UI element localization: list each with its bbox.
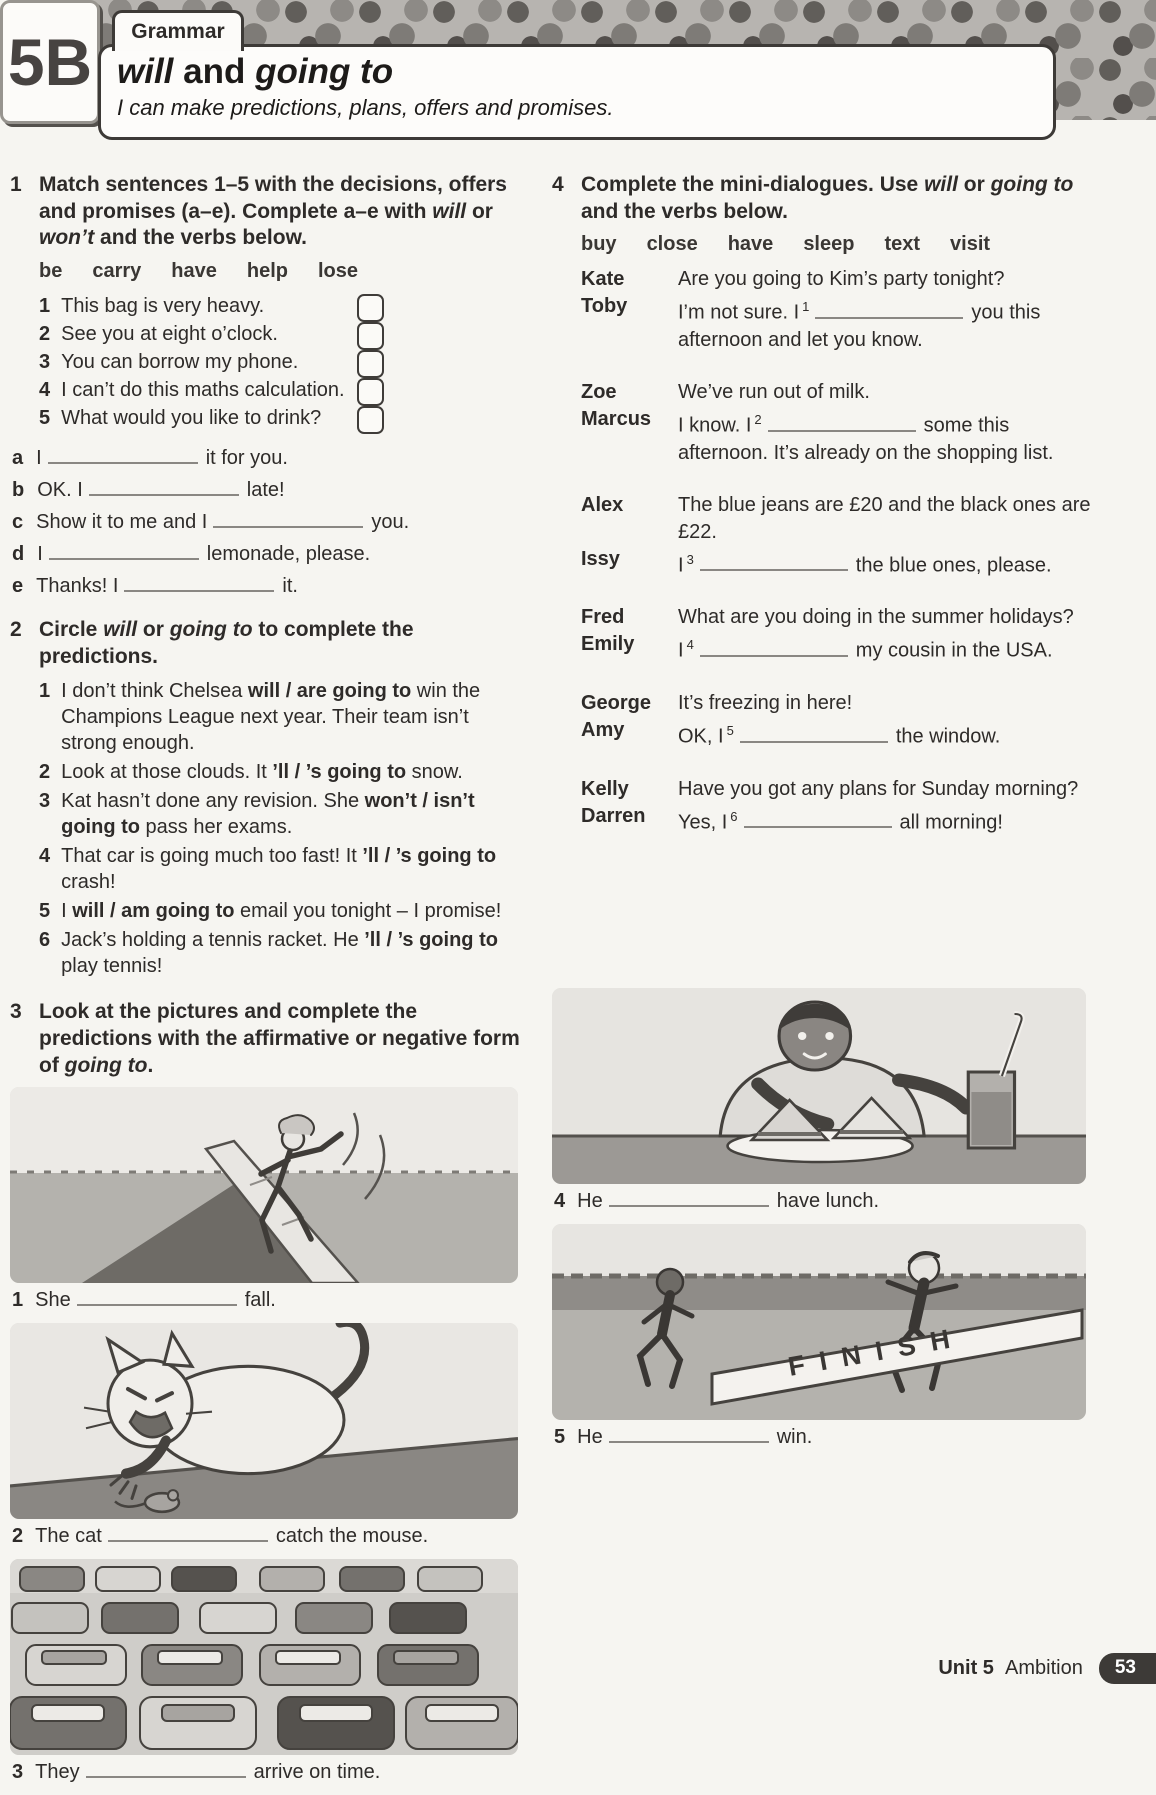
choice-options: ’ll / ’s going to	[364, 929, 498, 952]
illustration-race-finish	[552, 1224, 1086, 1420]
exercise3-instructions: Look at the pictures and complete the predictions with the affirmative or negative form of going to.	[39, 1000, 520, 1077]
answer-box	[357, 406, 384, 434]
fill-blank	[609, 1427, 769, 1443]
dialogue-line: OK, I $^5$ the window.	[678, 722, 1001, 748]
can-do-statement: I can make predictions, plans, offers and promises.	[117, 94, 614, 120]
exercise4-instructions: Complete the mini-dialogues. Use will or going to and the verbs below.	[581, 173, 1074, 223]
word-bank-item: sleep	[803, 233, 855, 256]
fill-blank	[815, 303, 963, 319]
picture-traffic-jam	[10, 1559, 518, 1755]
picture-caption: 3 They arrive on time.	[12, 1761, 381, 1784]
fill-blank	[49, 544, 199, 560]
exercise4-word-bank	[581, 233, 1102, 256]
list-item: 2 Look at those clouds. It ’ll / ’s going to snow.	[39, 761, 463, 784]
speaker-name: Darren	[581, 804, 646, 827]
word-bank-item: have	[171, 259, 217, 282]
exercise1-header	[10, 172, 526, 252]
section-tab: Grammar	[112, 10, 244, 51]
exercise-1	[10, 172, 526, 599]
picture-caption: 1 She fall.	[12, 1289, 276, 1312]
fill-blank	[124, 576, 274, 592]
exercise4-header	[552, 172, 1102, 225]
exercise3-header	[10, 999, 526, 1079]
choice-options: won’t / isn’t going to	[61, 790, 475, 839]
answer-box	[357, 322, 384, 350]
illustration-boy-lunch	[552, 988, 1086, 1184]
fill-blank	[108, 1526, 268, 1542]
dialogue	[581, 492, 1102, 580]
gap-number: 6	[730, 808, 738, 824]
exercise4-dialogues	[581, 266, 1102, 836]
list-item: e Thanks! I it.	[12, 574, 298, 597]
list-item: 1 This bag is very heavy.	[39, 293, 526, 321]
word-bank-item: text	[884, 233, 921, 256]
picture-cat-mouse	[10, 1323, 518, 1519]
word-bank-item: carry	[92, 259, 142, 282]
list-item: 3 Kat hasn’t done any revision. She won’t / isn’t going to pass her exams.	[39, 790, 475, 839]
speaker-name: George	[581, 691, 652, 714]
exercise1-answers	[12, 445, 526, 599]
fill-blank	[744, 812, 892, 828]
list-item: 3 You can borrow my phone.	[39, 349, 526, 377]
dialogue-line: Are you going to Kim’s party tonight?	[678, 268, 1005, 291]
exercise-2	[10, 617, 526, 979]
word-bank-item: be	[39, 259, 63, 282]
left-column	[10, 172, 526, 1795]
gap-number: 4	[686, 637, 694, 653]
exercise2-instructions: Circle will or going to to complete the predictions.	[39, 617, 414, 668]
choice-options: ’ll / ’s going to	[362, 845, 497, 868]
fill-blank	[48, 448, 198, 464]
picture-race-finish	[552, 1224, 1086, 1420]
list-item: 2 See you at eight o’clock.	[39, 321, 526, 349]
fill-blank	[213, 512, 363, 528]
exercise-number: 1	[10, 173, 22, 196]
gap-number: 2	[754, 411, 762, 427]
choice-options: ’ll / ’s going to	[272, 761, 407, 784]
list-item: b OK. I late!	[12, 478, 285, 501]
fill-blank	[700, 641, 848, 657]
dialogue-line: Yes, I $^6$ all morning!	[678, 808, 1003, 834]
picture-caption: 4 He have lunch.	[554, 1190, 879, 1213]
fill-blank	[77, 1290, 237, 1306]
exercise2-items	[39, 678, 526, 979]
gap-number: 5	[726, 722, 734, 738]
exercise1-instructions: Match sentences 1–5 with the decisions, offers and promises (a–e). Complete a–e with will or won’t and the verbs below.	[39, 173, 507, 250]
page-content	[0, 152, 1156, 1795]
fill-blank	[609, 1191, 769, 1207]
list-item: 5 I will / am going to email you tonight – I promise!	[39, 900, 502, 923]
list-item: 1 I don’t think Chelsea will / are going to win the Champions League next year. Their team isn’t strong enough.	[39, 680, 481, 755]
speaker-name: Issy	[581, 547, 620, 570]
speaker-name: Fred	[581, 606, 625, 629]
speaker-name: Amy	[581, 718, 625, 741]
exercise1-word-bank	[39, 260, 526, 283]
list-item: 6 Jack’s holding a tennis racket. He ’ll / ’s going to play tennis!	[39, 929, 498, 978]
picture-caption: 2 The cat catch the mouse.	[12, 1525, 429, 1548]
list-item: a I it for you.	[12, 446, 288, 469]
word-bank-item: lose	[318, 259, 359, 282]
dialogue-line: I know. I $^2$ some this afternoon. It’s already on the shopping list.	[678, 411, 1054, 464]
fill-blank	[768, 416, 916, 432]
fill-blank	[700, 555, 848, 571]
dialogue	[581, 776, 1102, 837]
word-bank-item: help	[246, 259, 288, 282]
exercise2-header	[10, 617, 526, 670]
exercise3-right-pictures	[552, 988, 1102, 1450]
exercise1-sentences	[39, 293, 526, 433]
dialogue	[581, 604, 1102, 665]
speaker-name: Kate	[581, 268, 625, 291]
speaker-name: Marcus	[581, 407, 652, 430]
exercise-number: 2	[10, 617, 22, 641]
unit-label: Unit 5	[938, 1657, 994, 1679]
dialogue-line: The blue jeans are £20 and the black ones are £22.	[678, 493, 1091, 543]
speaker-name: Alex	[581, 493, 624, 516]
answer-box	[357, 378, 384, 406]
illustration-traffic-jam	[10, 1559, 518, 1755]
right-column	[552, 172, 1102, 1795]
list-item: d I lemonade, please.	[12, 542, 371, 565]
page-number-badge: 53	[1099, 1653, 1156, 1684]
choice-options: will / are going to	[247, 680, 412, 703]
page-header	[0, 0, 1156, 152]
gap-number: 1	[802, 299, 810, 315]
dialogue-line: I $^3$ the blue ones, please.	[678, 551, 1052, 577]
dialogue-line: Have you got any plans for Sunday morning?	[678, 777, 1079, 800]
list-item: 4 That car is going much too fast! It ’ll / ’s going to crash!	[39, 845, 497, 894]
exercise-4	[552, 172, 1102, 836]
picture-boy-lunch	[552, 988, 1086, 1184]
dialogue	[581, 690, 1102, 751]
speaker-name: Toby	[581, 295, 628, 318]
page-footer	[938, 1653, 1156, 1684]
word-bank-item: visit	[950, 233, 991, 256]
dialogue-line: It’s freezing in here!	[678, 691, 853, 714]
dialogue	[581, 379, 1102, 467]
dialogue-line: What are you doing in the summer holidays?	[678, 606, 1074, 629]
speaker-name: Emily	[581, 633, 635, 656]
picture-caption: 5 He win.	[554, 1426, 813, 1449]
dialogue	[581, 266, 1102, 354]
word-bank-item: close	[646, 233, 698, 256]
dialogue-line: I’m not sure. I $^1$ you this afternoon and let you know.	[678, 299, 1041, 351]
dialogue-line: I $^4$ my cousin in the USA.	[678, 637, 1053, 662]
word-bank-item: buy	[581, 233, 617, 256]
list-item: 5 What would you like to drink?	[39, 405, 526, 433]
dialogue-line: We’ve run out of milk.	[678, 380, 870, 403]
picture-girl-falling	[10, 1087, 518, 1283]
list-item: 4 I can’t do this maths calculation.	[39, 377, 526, 405]
exercise-number: 3	[10, 1000, 22, 1024]
exercise-number: 4	[552, 173, 564, 196]
gap-number: 3	[686, 551, 694, 567]
fill-blank	[86, 1762, 246, 1778]
unit-code-badge: 5B	[0, 0, 100, 124]
answer-box	[357, 350, 384, 378]
page-title: will and going to	[117, 52, 394, 91]
illustration-girl-falling	[10, 1087, 518, 1283]
unit-name: Ambition	[1005, 1657, 1083, 1679]
fill-blank	[89, 480, 239, 496]
lesson-title-card	[98, 44, 1056, 140]
illustration-cat-mouse	[10, 1323, 518, 1519]
word-bank-item: have	[727, 233, 774, 256]
fill-blank	[740, 727, 888, 743]
speaker-name: Zoe	[581, 380, 617, 403]
speaker-name: Kelly	[581, 777, 629, 800]
answer-box	[357, 294, 384, 322]
list-item: c Show it to me and I you.	[12, 510, 410, 533]
finish-banner-text: FINISH	[785, 1321, 967, 1383]
choice-options: will / am going to	[72, 900, 235, 923]
exercise-3	[10, 999, 526, 1785]
